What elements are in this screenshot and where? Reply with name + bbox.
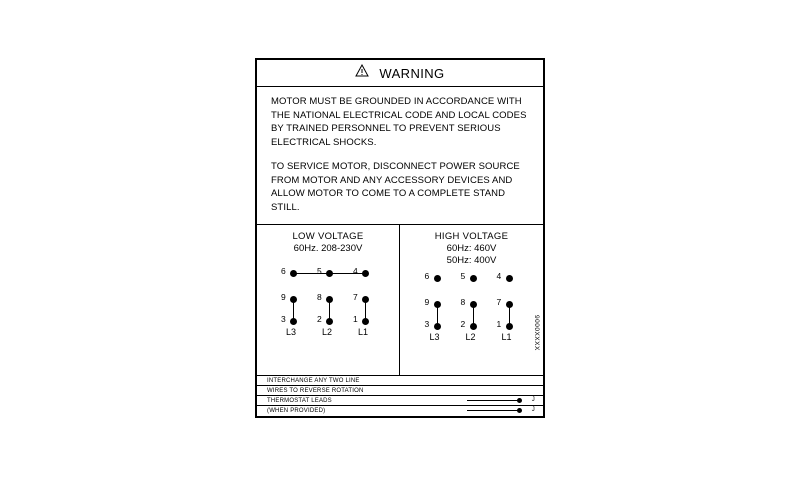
footer-note-4 bbox=[257, 406, 543, 416]
footer-note-3 bbox=[257, 396, 543, 406]
lead-line-l2 bbox=[329, 300, 330, 321]
thermostat-lead-symbol-2 bbox=[467, 406, 537, 416]
lead-line-l3 bbox=[293, 300, 294, 321]
terminal-label-3: 3 bbox=[424, 319, 430, 329]
terminal-label-9: 9 bbox=[424, 297, 430, 307]
terminal-dot-5 bbox=[326, 270, 333, 277]
footer-note-2 bbox=[257, 386, 543, 396]
part-number-code: 9000XXXX bbox=[533, 315, 540, 351]
phase-label-l2: L2 bbox=[322, 327, 333, 337]
terminal-dot-6 bbox=[434, 275, 441, 282]
low-voltage-terminal-grid bbox=[269, 262, 387, 342]
low-voltage-heading bbox=[257, 231, 399, 255]
terminal-dot-5 bbox=[470, 275, 477, 282]
high-voltage-terminal-grid bbox=[413, 267, 531, 347]
terminal-dot-6 bbox=[290, 270, 297, 277]
phase-label-l1: L1 bbox=[358, 327, 369, 337]
footer-note-1 bbox=[257, 376, 543, 386]
terminal-label-8: 8 bbox=[317, 292, 322, 302]
lead-mark-j-1: J bbox=[531, 397, 535, 403]
high-voltage-spec-1: 60Hz: 460V bbox=[446, 243, 497, 254]
warning-paragraph-2: TO SERVICE MOTOR, DISCONNECT POWER SOURCE FROM MOTOR AND ANY ACCESSORY DEVICES AND ALLOW MOTOR TO COME TO A COMPLETE STAND STILL. bbox=[271, 161, 520, 213]
thermostat-lead-symbol-1 bbox=[467, 396, 537, 405]
lead-line-l1 bbox=[365, 300, 366, 321]
high-voltage-heading bbox=[400, 231, 543, 267]
warning-triangle-icon bbox=[355, 64, 369, 82]
warning-title: WARNING bbox=[379, 65, 445, 81]
terminal-label-3: 3 bbox=[281, 314, 286, 324]
footer-note-2-text: WIRES TO REVERSE ROTATION bbox=[267, 387, 364, 394]
terminal-label-6: 6 bbox=[424, 271, 430, 281]
terminal-label-7: 7 bbox=[353, 292, 358, 302]
warning-paragraph-1: MOTOR MUST BE GROUNDED IN ACCORDANCE WITH THE NATIONAL ELECTRICAL CODE AND LOCAL CODES BY TRAINED PERSONNEL TO PREVENT SERIOUS ELECTRICAL SHOCKS. bbox=[271, 96, 527, 148]
footer-note-4-text: (WHEN PROVIDED) bbox=[267, 407, 326, 414]
terminal-label-4: 4 bbox=[496, 271, 502, 281]
high-voltage-spec-2: 50Hz: 400V bbox=[446, 255, 497, 266]
terminal-label-6: 6 bbox=[281, 266, 286, 276]
terminal-label-1: 1 bbox=[353, 314, 358, 324]
terminal-dot-4 bbox=[362, 270, 369, 277]
lead-line-l3 bbox=[437, 305, 438, 326]
warning-body bbox=[257, 87, 543, 225]
high-voltage-title: HIGH VOLTAGE bbox=[434, 231, 509, 242]
terminal-label-8: 8 bbox=[460, 297, 466, 307]
terminal-label-2: 2 bbox=[317, 314, 322, 324]
low-voltage-panel bbox=[257, 225, 400, 375]
lead-line-l2 bbox=[473, 305, 474, 326]
terminal-label-1: 1 bbox=[496, 319, 502, 329]
lead-mark-j-2: J bbox=[531, 407, 535, 413]
voltage-diagram-area bbox=[257, 225, 543, 376]
phase-label-l2: L2 bbox=[465, 332, 476, 342]
footer-notes bbox=[257, 376, 543, 416]
phase-label-l3: L3 bbox=[429, 332, 440, 342]
low-voltage-spec-1: 60Hz. 208-230V bbox=[293, 243, 363, 254]
terminal-dot-4 bbox=[506, 275, 513, 282]
phase-label-l3: L3 bbox=[286, 327, 297, 337]
terminal-label-5: 5 bbox=[317, 266, 322, 276]
motor-warning-label-plate bbox=[255, 58, 545, 418]
terminal-label-4: 4 bbox=[353, 266, 358, 276]
terminal-label-9: 9 bbox=[281, 292, 286, 302]
footer-note-1-text: INTERCHANGE ANY TWO LINE bbox=[267, 377, 360, 384]
footer-note-3-text: THERMOSTAT LEADS bbox=[267, 397, 332, 404]
terminal-label-5: 5 bbox=[460, 271, 466, 281]
terminal-label-2: 2 bbox=[460, 319, 466, 329]
lead-line-l1 bbox=[509, 305, 510, 326]
low-voltage-title: LOW VOLTAGE bbox=[292, 231, 364, 242]
terminal-label-7: 7 bbox=[496, 297, 502, 307]
warning-header bbox=[257, 60, 543, 87]
phase-label-l1: L1 bbox=[501, 332, 512, 342]
high-voltage-panel bbox=[400, 225, 543, 375]
